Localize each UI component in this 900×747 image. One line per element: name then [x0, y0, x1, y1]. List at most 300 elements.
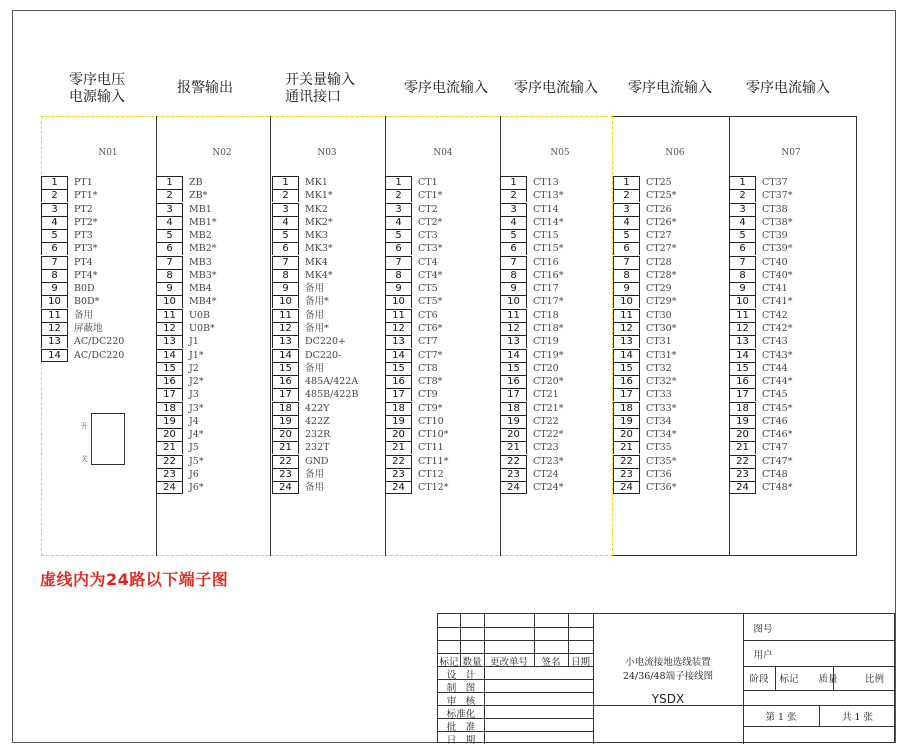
terminal-number: 4 — [729, 216, 756, 229]
terminal-signal: PT2 — [74, 203, 93, 215]
terminal-signal: CT23* — [533, 455, 564, 467]
tb-code: YSDX — [651, 692, 685, 706]
terminal-number: 19 — [272, 415, 299, 428]
terminal-number: 24 — [729, 481, 756, 494]
terminal-signal: MB4 — [189, 283, 212, 295]
terminal-signal: CT14* — [533, 216, 564, 228]
terminal-number: 19 — [500, 415, 527, 428]
terminal-row — [156, 269, 286, 282]
terminal-column-n07 — [729, 116, 856, 556]
terminal-signal: CT2 — [418, 203, 438, 215]
terminal-row — [500, 176, 630, 189]
terminal-row — [272, 189, 402, 202]
terminal-number: 12 — [729, 322, 756, 335]
terminal-number: 18 — [385, 402, 412, 415]
terminal-number: 21 — [613, 441, 640, 454]
terminal-signal: DC220- — [305, 349, 342, 361]
terminal-row — [41, 242, 171, 255]
terminal-row — [385, 455, 515, 468]
terminal-number: 21 — [729, 441, 756, 454]
terminal-signal: 备用 — [305, 283, 325, 295]
terminal-row — [272, 216, 402, 229]
terminal-signal: CT8* — [418, 376, 443, 388]
terminal-row — [272, 322, 402, 335]
terminal-signal: CT37* — [762, 190, 793, 202]
terminal-row — [41, 203, 171, 216]
tb-product-name: 小电流接地选线装置 — [625, 657, 711, 668]
terminal-row — [500, 481, 630, 494]
terminal-row — [385, 362, 515, 375]
terminal-signal: PT3 — [74, 230, 93, 242]
terminal-signal: CT10 — [418, 415, 444, 427]
terminal-signal: CT38* — [762, 216, 793, 228]
terminal-number: 23 — [729, 468, 756, 481]
terminal-number: 8 — [41, 269, 68, 282]
tb-label-qty: 数量 — [462, 657, 482, 668]
terminal-number: 17 — [500, 388, 527, 401]
terminal-number: 22 — [613, 455, 640, 468]
terminal-row — [156, 441, 286, 454]
terminal-number: 2 — [500, 189, 527, 202]
terminal-signal: 备用* — [305, 322, 329, 334]
terminal-signal: PT4* — [74, 269, 98, 281]
terminal-number: 4 — [41, 216, 68, 229]
terminal-row — [156, 322, 286, 335]
terminal-number: 9 — [385, 282, 412, 295]
terminal-number: 2 — [41, 189, 68, 202]
terminal-number: 14 — [385, 349, 412, 362]
terminal-row — [41, 322, 171, 335]
tb-total: 共 1 张 — [841, 712, 874, 723]
terminal-row — [613, 388, 743, 401]
terminal-row — [500, 428, 630, 441]
terminal-row — [156, 216, 286, 229]
terminal-number: 16 — [729, 375, 756, 388]
terminal-signal: CT18* — [533, 322, 564, 334]
terminal-number: 4 — [385, 216, 412, 229]
terminal-signal: 备用* — [305, 296, 329, 308]
terminal-row — [385, 441, 515, 454]
terminal-number: 16 — [613, 375, 640, 388]
terminal-number: 20 — [156, 428, 183, 441]
terminal-row — [729, 295, 859, 308]
terminal-number: 24 — [500, 481, 527, 494]
terminal-row — [729, 203, 859, 216]
terminal-number: 4 — [500, 216, 527, 229]
terminal-row — [613, 282, 743, 295]
terminal-row — [385, 375, 515, 388]
terminal-signal: CT12* — [418, 482, 449, 494]
terminal-number: 12 — [156, 322, 183, 335]
header-n06: 零序电流输入 — [628, 80, 712, 96]
terminal-number: 2 — [156, 189, 183, 202]
terminal-signal: CT34 — [646, 415, 672, 427]
terminal-number: 12 — [613, 322, 640, 335]
terminal-signal: CT5* — [418, 296, 443, 308]
terminal-signal: CT40 — [762, 256, 788, 268]
terminal-signal: 屏蔽地 — [74, 322, 103, 334]
terminal-row — [385, 468, 515, 481]
terminal-row — [613, 309, 743, 322]
terminal-number: 24 — [613, 481, 640, 494]
terminal-signal: AC/DC220 — [74, 349, 125, 361]
terminal-signal: CT9 — [418, 389, 438, 401]
terminal-signal: CT7 — [418, 336, 438, 348]
terminal-number: 10 — [272, 295, 299, 308]
terminal-row — [41, 335, 171, 348]
terminal-signal: CT20 — [533, 362, 559, 374]
terminal-signal: PT3* — [74, 243, 98, 255]
terminal-signal: CT1* — [418, 190, 443, 202]
terminal-signal: CT41 — [762, 283, 788, 295]
terminal-row — [729, 375, 859, 388]
terminal-row — [272, 282, 402, 295]
terminal-signal: 232T — [305, 442, 330, 454]
header-n05: 零序电流输入 — [514, 80, 598, 96]
column-name: N06 — [665, 148, 685, 158]
terminal-row — [729, 349, 859, 362]
terminal-number: 23 — [385, 468, 412, 481]
terminal-signal: PT4 — [74, 256, 93, 268]
terminal-signal: CT6* — [418, 322, 443, 334]
terminal-row — [272, 269, 402, 282]
terminal-number: 6 — [729, 242, 756, 255]
column-name: N01 — [98, 148, 118, 158]
terminal-number: 6 — [385, 242, 412, 255]
terminal-signal: J4* — [189, 429, 204, 441]
terminal-signal: 备用 — [305, 468, 325, 480]
terminal-number: 23 — [156, 468, 183, 481]
terminal-number: 19 — [729, 415, 756, 428]
terminal-number: 13 — [272, 335, 299, 348]
terminal-row — [500, 468, 630, 481]
terminal-signal: CT21 — [533, 389, 559, 401]
terminal-row — [156, 349, 286, 362]
terminal-signal: MK3* — [305, 243, 333, 255]
terminal-number: 24 — [385, 481, 412, 494]
terminal-row — [156, 481, 286, 494]
terminal-number: 1 — [729, 176, 756, 189]
terminal-row — [156, 295, 286, 308]
terminal-signal: CT5 — [418, 283, 438, 295]
terminal-number: 7 — [41, 256, 68, 269]
terminal-row — [500, 335, 630, 348]
terminal-number: 3 — [500, 203, 527, 216]
terminal-signal: ZB* — [189, 190, 208, 202]
terminal-signal: CT26 — [646, 203, 672, 215]
terminal-number: 10 — [500, 295, 527, 308]
terminal-number: 13 — [500, 335, 527, 348]
terminal-signal: MK2 — [305, 203, 328, 215]
terminal-row — [613, 176, 743, 189]
terminal-number: 5 — [272, 229, 299, 242]
terminal-signal: J3 — [189, 389, 199, 401]
terminal-number: 5 — [500, 229, 527, 242]
terminal-number: 1 — [613, 176, 640, 189]
terminal-signal: MK1 — [305, 177, 328, 188]
terminal-signal: CT27* — [646, 243, 677, 255]
terminal-signal: GND — [305, 455, 329, 467]
terminal-row — [156, 375, 286, 388]
terminal-number: 15 — [156, 362, 183, 375]
terminal-row — [272, 242, 402, 255]
terminal-row — [500, 441, 630, 454]
terminal-number: 19 — [156, 415, 183, 428]
terminal-signal: MB4* — [189, 296, 217, 308]
terminal-signal: 备用 — [305, 482, 325, 494]
terminal-signal: CT29* — [646, 296, 677, 308]
terminal-row — [385, 282, 515, 295]
terminal-signal: CT17* — [533, 296, 564, 308]
terminal-signal: CT32 — [646, 362, 672, 374]
terminal-number: 22 — [729, 455, 756, 468]
terminal-signal: CT43* — [762, 349, 793, 361]
terminal-row — [272, 309, 402, 322]
terminal-row — [613, 203, 743, 216]
terminal-signal: CT43 — [762, 336, 788, 348]
terminal-row — [385, 428, 515, 441]
terminal-number: 20 — [272, 428, 299, 441]
terminal-signal: CT7* — [418, 349, 443, 361]
terminal-number: 7 — [385, 256, 412, 269]
terminal-signal: CT16 — [533, 256, 559, 268]
terminal-row — [272, 295, 402, 308]
header-n01: 零序电压 电源输入 — [69, 72, 125, 105]
terminal-signal: 485B/422B — [305, 389, 359, 401]
terminal-number: 2 — [613, 189, 640, 202]
terminal-signal: CT20* — [533, 376, 564, 388]
terminal-signal: PT1* — [74, 190, 98, 202]
terminal-number: 5 — [729, 229, 756, 242]
terminal-signal: J5 — [189, 442, 199, 454]
terminal-signal: MB2 — [189, 230, 212, 242]
terminal-row — [500, 216, 630, 229]
terminal-signal: J6* — [189, 482, 204, 494]
terminal-signal: CT42* — [762, 322, 793, 334]
terminal-row — [729, 428, 859, 441]
terminal-number: 15 — [500, 362, 527, 375]
terminal-signal: CT35 — [646, 442, 672, 454]
terminal-row — [500, 415, 630, 428]
terminal-signal: CT13* — [533, 190, 564, 202]
terminal-number: 2 — [385, 189, 412, 202]
terminal-number: 6 — [613, 242, 640, 255]
terminal-number: 4 — [613, 216, 640, 229]
tb-drawing-no: 图号 — [753, 624, 773, 635]
terminal-number: 23 — [613, 468, 640, 481]
terminal-signal: CT19* — [533, 349, 564, 361]
terminal-number: 8 — [385, 269, 412, 282]
terminal-row — [41, 309, 171, 322]
header-n02: 报警输出 — [177, 80, 233, 96]
terminal-signal: CT33 — [646, 389, 672, 401]
terminal-number: 22 — [385, 455, 412, 468]
terminal-row — [500, 189, 630, 202]
terminal-row — [385, 229, 515, 242]
terminal-signal: PT1 — [74, 177, 93, 188]
terminal-number: 9 — [156, 282, 183, 295]
terminal-column-n01 — [41, 116, 156, 556]
terminal-number: 1 — [156, 176, 183, 189]
terminal-signal: CT17 — [533, 283, 559, 295]
terminal-row — [41, 269, 171, 282]
terminal-row — [156, 282, 286, 295]
terminal-signal: CT48* — [762, 482, 793, 494]
terminal-number: 8 — [613, 269, 640, 282]
terminal-number: 1 — [500, 176, 527, 189]
terminal-row — [500, 375, 630, 388]
terminal-row — [613, 335, 743, 348]
terminal-number: 10 — [385, 295, 412, 308]
terminal-row — [156, 176, 286, 189]
terminal-row — [272, 335, 402, 348]
terminal-signal: 备用 — [305, 309, 325, 321]
terminal-number: 12 — [41, 322, 68, 335]
tb-approve: 批 准 — [446, 722, 476, 733]
terminal-number: 11 — [729, 309, 756, 322]
terminal-number: 1 — [385, 176, 412, 189]
terminal-row — [385, 295, 515, 308]
terminal-row — [156, 242, 286, 255]
terminal-row — [729, 309, 859, 322]
terminal-signal: DC220+ — [305, 336, 346, 348]
terminal-row — [272, 428, 402, 441]
terminal-signal: J2* — [189, 376, 204, 388]
terminal-signal: B0D* — [74, 296, 100, 308]
terminal-row — [729, 441, 859, 454]
terminal-signal: CT3* — [418, 243, 443, 255]
terminal-signal: CT34* — [646, 429, 677, 441]
terminal-signal: CT28 — [646, 256, 672, 268]
terminal-number: 4 — [156, 216, 183, 229]
terminal-number: 15 — [613, 362, 640, 375]
terminal-column-n03 — [270, 116, 385, 556]
terminal-number: 17 — [156, 388, 183, 401]
terminal-number: 22 — [500, 455, 527, 468]
terminal-row — [385, 335, 515, 348]
terminal-row — [613, 242, 743, 255]
terminal-row — [613, 428, 743, 441]
terminal-row — [613, 256, 743, 269]
terminal-row — [500, 269, 630, 282]
terminal-row — [613, 229, 743, 242]
terminal-number: 20 — [613, 428, 640, 441]
terminal-row — [613, 455, 743, 468]
terminal-number: 5 — [41, 229, 68, 242]
terminal-number: 3 — [385, 203, 412, 216]
terminal-row — [385, 322, 515, 335]
tb-label-change: 更改单号 — [489, 657, 528, 668]
terminal-signal: J3* — [189, 402, 204, 414]
terminal-row — [500, 402, 630, 415]
terminal-row — [156, 428, 286, 441]
terminal-row — [613, 441, 743, 454]
terminal-row — [41, 282, 171, 295]
terminal-row — [729, 468, 859, 481]
terminal-row — [272, 349, 402, 362]
column-name: N02 — [212, 148, 232, 158]
terminal-row — [272, 176, 402, 189]
terminal-signal: J6 — [189, 468, 199, 480]
tb-scale: 比例 — [864, 674, 884, 685]
terminal-column-n06 — [613, 116, 729, 556]
terminal-signal: CT9* — [418, 402, 443, 414]
terminal-number: 13 — [729, 335, 756, 348]
terminal-number: 7 — [500, 256, 527, 269]
terminal-row — [272, 229, 402, 242]
terminal-signal: 232R — [305, 429, 331, 441]
terminal-number: 7 — [272, 256, 299, 269]
terminal-number: 2 — [272, 189, 299, 202]
terminal-signal: CT4* — [418, 269, 443, 281]
terminal-row — [41, 256, 171, 269]
terminal-row — [385, 189, 515, 202]
tb-drawing-title: 24/36/48端子接线图 — [622, 671, 714, 682]
terminal-number: 20 — [385, 428, 412, 441]
terminal-column-n02 — [156, 116, 270, 556]
terminal-number: 14 — [272, 349, 299, 362]
terminal-signal: MB3* — [189, 269, 217, 281]
header-n04: 零序电流输入 — [404, 80, 488, 96]
terminal-row — [613, 295, 743, 308]
terminal-number: 18 — [500, 402, 527, 415]
terminal-number: 15 — [729, 362, 756, 375]
terminal-number: 3 — [41, 203, 68, 216]
terminal-signal: MK4* — [305, 269, 333, 281]
terminal-number: 12 — [500, 322, 527, 335]
terminal-row — [729, 282, 859, 295]
terminal-signal: CT42 — [762, 309, 788, 321]
terminal-row — [156, 362, 286, 375]
terminal-signal: CT39* — [762, 243, 793, 255]
terminal-number: 19 — [385, 415, 412, 428]
terminal-row — [385, 256, 515, 269]
terminal-number: 11 — [613, 309, 640, 322]
terminal-number: 1 — [41, 176, 68, 189]
header-n03: 开关量输入 通讯接口 — [285, 72, 355, 105]
terminal-number: 22 — [156, 455, 183, 468]
terminal-number: 8 — [729, 269, 756, 282]
terminal-row — [500, 362, 630, 375]
tb-review: 审 核 — [446, 696, 476, 707]
terminal-number: 9 — [41, 282, 68, 295]
terminal-row — [729, 189, 859, 202]
terminal-row — [613, 189, 743, 202]
column-name: N03 — [317, 148, 337, 158]
terminal-number: 17 — [729, 388, 756, 401]
terminal-signal: CT26* — [646, 216, 677, 228]
terminal-row — [385, 402, 515, 415]
terminal-row — [385, 388, 515, 401]
terminal-signal: MB2* — [189, 243, 217, 255]
terminal-number: 11 — [156, 309, 183, 322]
column-name: N07 — [781, 148, 801, 158]
terminal-row — [613, 269, 743, 282]
tb-sheet: 第 1 张 — [765, 712, 797, 723]
terminal-row — [729, 362, 859, 375]
terminal-number: 18 — [613, 402, 640, 415]
terminal-signal: CT15 — [533, 230, 559, 242]
tb-label-sign: 签名 — [541, 657, 561, 668]
terminal-signal: CT11* — [418, 455, 449, 467]
terminal-number: 4 — [272, 216, 299, 229]
terminal-row — [156, 229, 286, 242]
terminal-row — [385, 269, 515, 282]
terminal-number: 9 — [613, 282, 640, 295]
terminal-signal: CT32* — [646, 376, 677, 388]
terminal-number: 16 — [500, 375, 527, 388]
terminal-row — [41, 229, 171, 242]
